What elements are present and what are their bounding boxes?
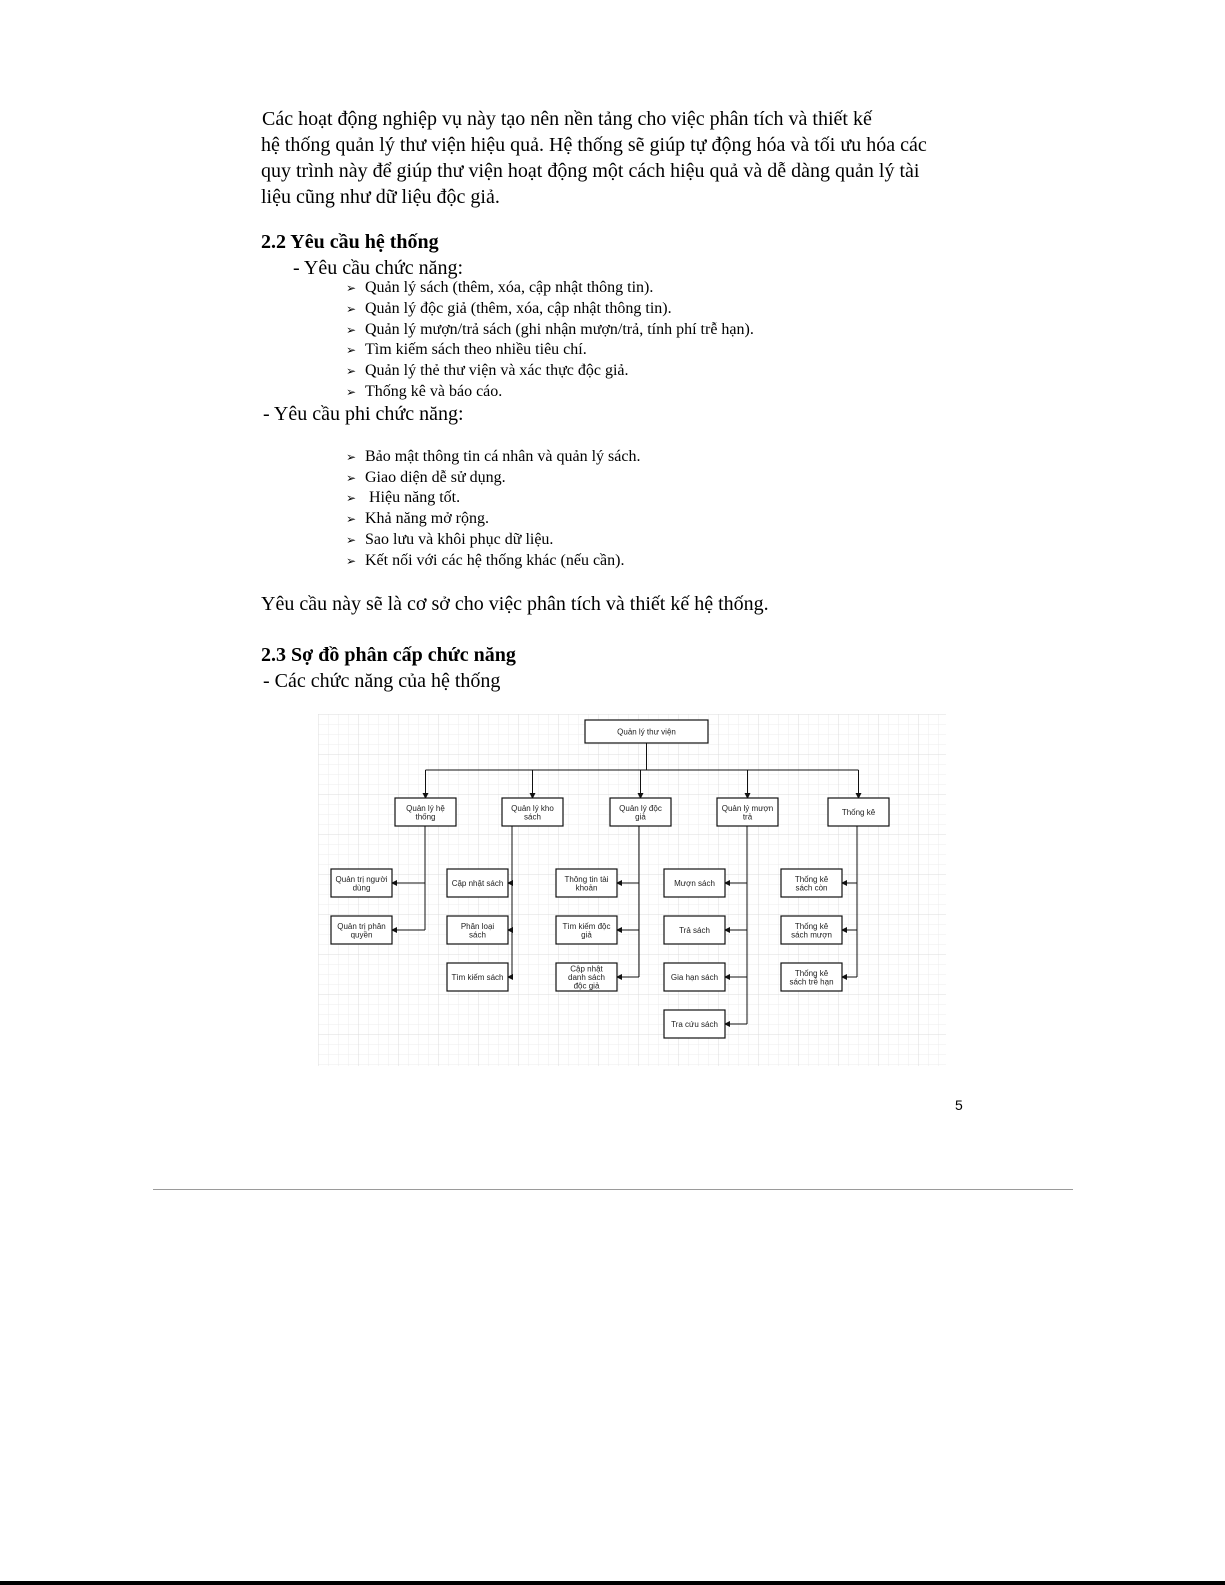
intro-line: hệ thống quản lý thư viện hiệu quả. Hệ thống sẽ giúp tự động hóa và tối ưu hóa các bbox=[261, 134, 927, 156]
module-node-label: thống bbox=[415, 812, 436, 822]
child-node-label: Tìm kiếm sách bbox=[451, 973, 504, 982]
list-item: ➢ Thống kê và báo cáo. bbox=[346, 383, 503, 400]
child-node-label: danh sách bbox=[568, 973, 605, 982]
page-bottom-edge bbox=[0, 1581, 1225, 1585]
arrow-bullet-icon: ➢ bbox=[346, 533, 357, 547]
list-item: ➢ Quản lý độc giả (thêm, xóa, cập nhật thông tin). bbox=[346, 300, 672, 317]
child-node-label: Thống kê bbox=[794, 921, 829, 931]
child-node bbox=[331, 869, 392, 897]
diagram-grid-background bbox=[318, 714, 946, 1066]
module-node bbox=[610, 798, 671, 826]
child-node-label: Tra cứu sách bbox=[671, 1020, 718, 1029]
child-node bbox=[447, 916, 508, 944]
list-item: ➢ Quản lý mượn/trả sách (ghi nhận mượn/trả, tính phí trễ hạn). bbox=[346, 321, 754, 338]
arrow-bullet-icon: ➢ bbox=[346, 302, 357, 316]
intro-line: quy trình này để giúp thư viện hoạt động một cách hiệu quả và dễ dàng quản lý tài bbox=[261, 160, 920, 182]
child-node bbox=[556, 869, 617, 897]
child-node bbox=[447, 869, 508, 897]
child-node-label: Thống kê bbox=[794, 968, 829, 978]
child-node bbox=[781, 916, 842, 944]
functional-requirements-label: - Yêu cầu chức năng: bbox=[293, 257, 464, 279]
page-number: 5 bbox=[955, 1097, 963, 1113]
root-node-label: Quản lý thư viện bbox=[617, 727, 676, 737]
child-node-label: sách mượn bbox=[791, 930, 832, 940]
child-node-label: Cập nhật sách bbox=[451, 879, 504, 888]
module-node-label: Quản lý mượn bbox=[721, 803, 774, 813]
list-item: ➢ Quản lý thẻ thư viện và xác thực độc giả. bbox=[346, 362, 629, 379]
child-node-label: Tìm kiếm độc bbox=[562, 921, 611, 931]
child-node-label: độc giả bbox=[573, 981, 600, 991]
section-heading-2-2: 2.2 Yêu cầu hệ thống bbox=[261, 231, 439, 253]
page-divider bbox=[153, 1189, 1073, 1190]
module-node-label: Quản lý hệ bbox=[406, 803, 445, 813]
nonfunctional-requirements-label: - Yêu cầu phi chức năng: bbox=[263, 403, 464, 425]
module-node-label: Thống kê bbox=[841, 808, 876, 817]
child-node-label: Cập nhật bbox=[570, 964, 603, 974]
child-node bbox=[781, 963, 842, 991]
arrow-bullet-icon: ➢ bbox=[346, 343, 357, 357]
list-item: ➢ Tìm kiếm sách theo nhiều tiêu chí. bbox=[346, 341, 587, 358]
section-heading-2-3: 2.3 Sợ đồ phân cấp chức năng bbox=[261, 644, 516, 666]
arrow-bullet-icon: ➢ bbox=[346, 281, 357, 295]
module-node bbox=[828, 798, 889, 826]
module-node-label: giả bbox=[635, 812, 646, 822]
child-node bbox=[331, 916, 392, 944]
intro-line: Các hoạt động nghiệp vụ này tạo nên nền tảng cho việc phân tích và thiết kế bbox=[262, 108, 872, 130]
child-node-label: Gia hạn sách bbox=[670, 973, 719, 982]
module-node bbox=[502, 798, 563, 826]
intro-line: liệu cũng như dữ liệu độc giả. bbox=[261, 186, 500, 208]
arrow-bullet-icon: ➢ bbox=[346, 450, 357, 464]
child-node-label: giả bbox=[581, 930, 592, 940]
child-node bbox=[556, 916, 617, 944]
child-node-label: Thông tin tài bbox=[564, 874, 609, 884]
child-node-label: Mượn sách bbox=[674, 879, 715, 888]
list-item: ➢ Sao lưu và khôi phục dữ liệu. bbox=[346, 531, 554, 548]
module-node-label: trả bbox=[742, 812, 753, 822]
list-item: ➢ Quản lý sách (thêm, xóa, cập nhật thông tin). bbox=[346, 279, 654, 296]
list-item: ➢ Bảo mật thông tin cá nhân và quản lý sách. bbox=[346, 448, 641, 465]
function-hierarchy-diagram bbox=[318, 714, 946, 1066]
child-node bbox=[664, 869, 725, 897]
arrow-bullet-icon: ➢ bbox=[346, 323, 357, 337]
arrow-bullet-icon: ➢ bbox=[346, 471, 357, 485]
arrow-bullet-icon: ➢ bbox=[346, 491, 357, 505]
child-node-label: Thống kê bbox=[794, 874, 829, 884]
arrow-bullet-icon: ➢ bbox=[346, 385, 357, 399]
child-node-label: Quản trị người bbox=[335, 874, 388, 884]
list-item: ➢ Khả năng mở rộng. bbox=[346, 510, 489, 527]
module-node bbox=[395, 798, 456, 826]
requirements-conclusion: Yêu cầu này sẽ là cơ sở cho việc phân tích và thiết kế hệ thống. bbox=[261, 593, 769, 615]
child-node bbox=[556, 963, 617, 991]
child-node-label: sách còn bbox=[795, 883, 828, 893]
child-node bbox=[664, 963, 725, 991]
child-node-label: Trả sách bbox=[679, 926, 710, 935]
arrow-bullet-icon: ➢ bbox=[346, 364, 357, 378]
module-node-label: Quản lý kho bbox=[511, 803, 554, 813]
section-2-3-subtitle: - Các chức năng của hệ thống bbox=[263, 670, 501, 692]
child-node-label: Quản trị phân bbox=[337, 921, 386, 931]
list-item: ➢ Hiệu năng tốt. bbox=[346, 489, 461, 506]
root-node bbox=[585, 720, 708, 743]
list-item: ➢ Kết nối với các hệ thống khác (nếu cần). bbox=[346, 552, 625, 569]
arrow-bullet-icon: ➢ bbox=[346, 554, 357, 568]
arrow-bullet-icon: ➢ bbox=[346, 512, 357, 526]
child-node bbox=[664, 1010, 725, 1038]
child-node-label: sách trễ hạn bbox=[789, 977, 834, 987]
module-node bbox=[717, 798, 778, 826]
child-node-label: quyền bbox=[350, 930, 373, 940]
child-node bbox=[664, 916, 725, 944]
module-node-label: sách bbox=[524, 812, 541, 822]
child-node-label: Phân loại bbox=[460, 921, 495, 931]
module-node-label: Quản lý độc bbox=[619, 803, 662, 813]
child-node bbox=[447, 963, 508, 991]
child-node-label: sách bbox=[469, 930, 486, 940]
child-node bbox=[781, 869, 842, 897]
child-node-label: dùng bbox=[352, 883, 371, 893]
list-item: ➢ Giao diện dễ sử dụng. bbox=[346, 469, 506, 486]
child-node-label: khoản bbox=[575, 883, 598, 893]
